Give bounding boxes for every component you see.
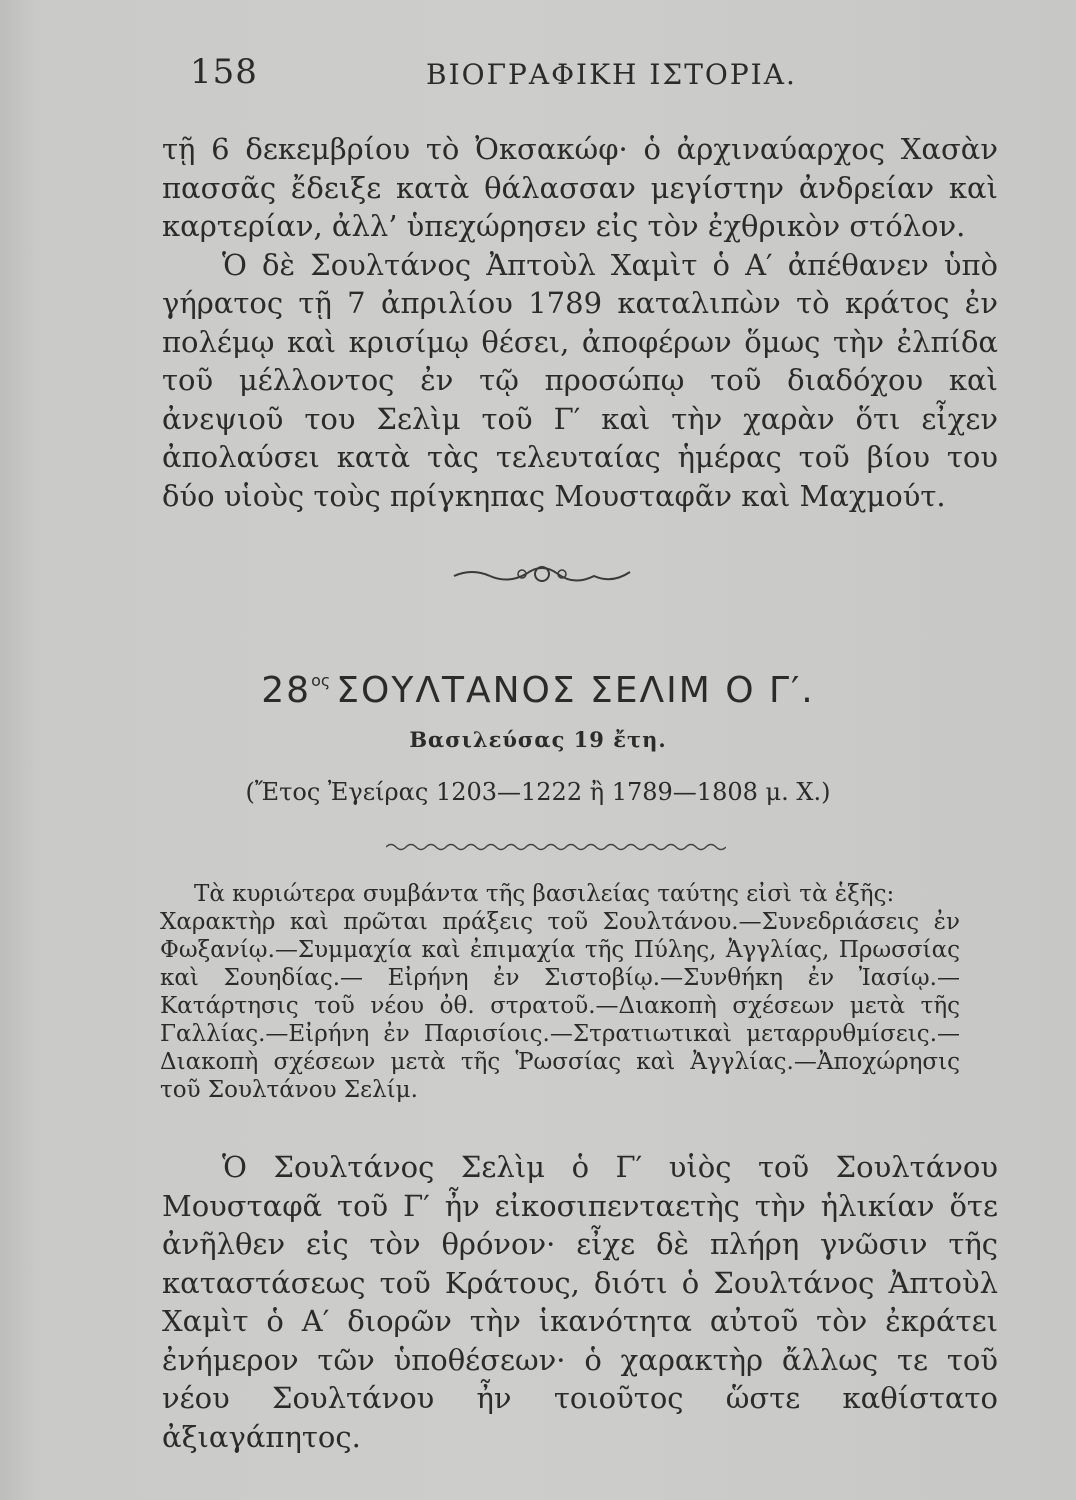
reign-length: Βασιλεύσας 19 ἔτη. [409, 727, 667, 752]
chapter-title [0, 670, 1076, 711]
page-header [190, 52, 950, 98]
chapter-number: 28 [261, 670, 312, 711]
chapter-summary [160, 880, 960, 1104]
summary-items: Χαρακτὴρ καὶ πρῶται πράξεις τοῦ Σουλτάνου.—Συνεδριάσεις ἐν Φωξανίῳ.—Συμμαχία καὶ ἐπιμαχία τῆς Πύλης, Ἀγγλίας, Πρωσσίας καὶ Σουηδίας.— Εἰρήνη ἐν Σιστοβίῳ.—Συνθήκη ἐν Ἰασίῳ.—Κατάρτησις τοῦ νέου ὀθ. στρατοῦ.—Διακοπὴ σχέσεων μετὰ τῆς Γαλλίας.—Εἰρήνη ἐν Παρισίοις.—Στρατιωτικαὶ μεταρρυθμίσεις.—Διακοπὴ σχέσεων μετὰ τῆς Ῥωσσίας καὶ Ἀγγλίας.—Ἀποχώρησις τοῦ Σουλτάνου Σελίμ. [160, 909, 960, 1103]
summary-lead: Τὰ κυριώτερα συμβάντα τῆς βασιλείας ταύτης εἰσὶ τὰ ἑξῆς: [194, 881, 895, 907]
chapter-number-suffix: ος [311, 671, 331, 690]
page-number: 158 [190, 52, 258, 92]
wavy-rule [386, 842, 726, 852]
paragraph-continuation: τῇ 6 δεκεμβρίου τὸ Ὀκσακώφ· ὁ ἀρχιναύαρχος Χασὰν πασσᾶς ἔδειξε κατὰ θάλασσαν μεγίστην ἀνδρείαν καὶ καρτερίαν, ἀλλ’ ὑπεχώρησεν εἰς τὸν ἐχθρικὸν στόλον. [162, 132, 998, 243]
paragraph-death-of-sultan: Ὁ δὲ Σουλτάνος Ἀπτοὺλ Χαμὶτ ὁ Α′ ἀπέθανεν ὑπὸ γήρατος τῇ 7 ἀπριλίου 1789 καταλιπὼν τὸ κράτος ἐν πολέμῳ καὶ κρισίμῳ θέσει, ἀποφέρων ὅμως τὴν ἐλπίδα τοῦ μέλλοντος ἐν τῷ προσώπῳ τοῦ διαδόχου καὶ ἀνεψιοῦ του Σελὶμ τοῦ Γ′ καὶ τὴν χαρὰν ὅτι εἶχεν ἀπολαύσει κατὰ τὰς τελευταίας ἡμέρας τοῦ βίου του δύο υἱοὺς τοὺς πρίγκηπας Μουσταφᾶν καὶ Μαχμούτ. [162, 247, 998, 513]
running-title: ΒΙΟΓΡΑΦΙΚΗ ΙΣΤΟΡΙΑ. [426, 58, 797, 91]
chapter-heading: ΣΟΥΛΤΑΝΟΣ ΣΕΛΙΜ Ο Γ′. [336, 670, 815, 711]
ornament-divider [452, 560, 632, 588]
paragraph-selim-text: Ὁ Σουλτάνος Σελὶμ ὁ Γ′ υἱὸς τοῦ Σουλτάνου Μουσταφᾶ τοῦ Γ′ ἦν εἰκοσιπενταετὴς τὴν ἡλικίαν ὅτε ἀνῆλθεν εἰς τὸν θρόνον· εἶχε δὲ πλήρη γνῶσιν τῆς καταστάσεως τοῦ Κράτους, διότι ὁ Σουλτάνος Ἀπτοὺλ Χαμὶτ ὁ Α′ διορῶν τὴν ἱκανότητα αὐτοῦ τὸν ἐκράτει ἐνήμερον τῶν ὑποθέσεων· ὁ χαρακτὴρ ἄλλως τε τοῦ νέου Σουλτάνου ἦν τοιοῦτος ὥστε καθίστατο ἀξιαγάπητος. [162, 1150, 998, 1454]
era-dates: (Ἔτος Ἐγείρας 1203—1222 ἢ 1789—1808 μ. Χ.) [245, 778, 831, 806]
paragraph-selim-accession [162, 1148, 998, 1456]
opening-paragraphs [162, 130, 998, 515]
